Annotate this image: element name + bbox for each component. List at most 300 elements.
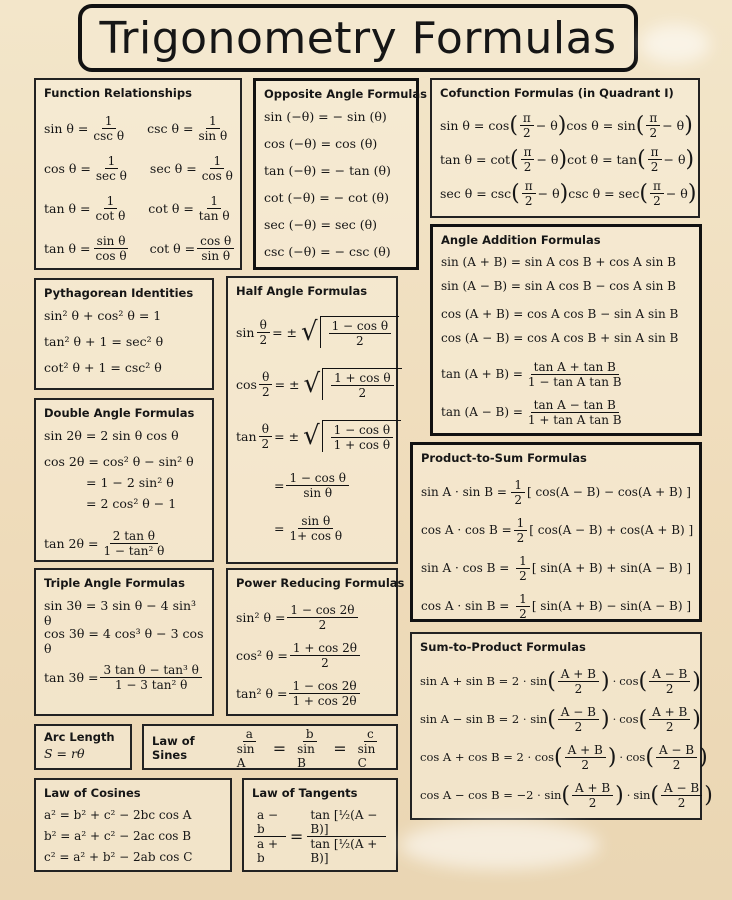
- formula-fraction: [649, 667, 690, 696]
- fraction-numerator: A + B: [558, 667, 599, 682]
- formula-fraction: [92, 194, 128, 223]
- fraction-denominator: 2: [581, 757, 590, 772]
- fraction-denominator: 1 − tan² θ: [103, 543, 165, 558]
- half-angle-row: [236, 306, 388, 358]
- square-root: [320, 316, 399, 348]
- sum-product-row: [420, 700, 701, 738]
- fraction-denominator: 2: [523, 125, 531, 140]
- equals-sign: =: [333, 738, 347, 758]
- sum-to-product-box: [410, 632, 713, 820]
- equals-sign: =: [272, 738, 287, 758]
- dot: ·: [619, 750, 624, 764]
- formula-fraction: [521, 145, 535, 174]
- function-relationships-box: [34, 78, 242, 270]
- fraction-numerator: a: [243, 727, 256, 742]
- formula-line: = 2 cos² θ − 1: [86, 496, 177, 511]
- formula-fraction: [294, 727, 325, 770]
- square-root: [322, 420, 401, 452]
- formula-rhs: [ cos(A − B) + cos(A + B) ]: [529, 523, 694, 537]
- fraction-numerator: A + B: [565, 743, 606, 758]
- sum-product-row: [420, 662, 701, 700]
- formula-lhs: cot θ =: [149, 240, 196, 256]
- formula-fraction: [520, 111, 534, 140]
- box-heading: Product-to-Sum Formulas: [421, 451, 587, 465]
- fraction-denominator: 2: [259, 332, 268, 347]
- half-angle-alt-row: [236, 508, 388, 548]
- fraction-denominator: sin θ: [201, 248, 231, 263]
- formula-lhs: tan (A − B) =: [441, 405, 523, 419]
- fraction-numerator: π: [648, 145, 662, 160]
- fraction-numerator: 1: [104, 194, 118, 209]
- paren-group: [511, 179, 568, 208]
- fraction-numerator: 1: [105, 154, 119, 169]
- half-angle-row: [236, 410, 391, 462]
- right-paren: ): [600, 668, 610, 694]
- formula-lhs: csc θ = sec: [568, 185, 640, 201]
- fraction-numerator: 1: [206, 114, 220, 129]
- box-heading: Angle Addition Formulas: [441, 233, 601, 247]
- function-name: sin: [633, 788, 651, 802]
- power-row: [236, 636, 388, 674]
- fraction-numerator: 1 + cos θ: [331, 371, 393, 386]
- right-paren: ): [685, 146, 695, 172]
- box-heading: Law of Tangents: [252, 786, 358, 800]
- formula-line: sin 3θ = 3 sin θ − 4 sin³ θ: [44, 598, 197, 628]
- arc-length-formula: S = rθ: [44, 746, 85, 761]
- function-name: cos: [619, 712, 639, 726]
- cofunction-box: [430, 78, 700, 218]
- fraction-denominator: 2: [261, 384, 270, 399]
- right-paren: ): [704, 782, 713, 808]
- fraction-denominator: tan θ: [198, 208, 230, 223]
- formula-lhs: tan 2θ =: [44, 535, 99, 551]
- box-heading: Half Angle Formulas: [236, 284, 368, 298]
- box-heading: Cofunction Formulas (in Quadrant I): [440, 86, 674, 100]
- fraction-denominator: 2: [356, 334, 364, 348]
- fraction-denominator: cos θ: [95, 248, 127, 263]
- product-row: [421, 511, 694, 549]
- formula-lhs: sin A + sin B = 2 · sin: [420, 674, 548, 688]
- formula-fraction: [195, 114, 230, 143]
- formula-lhs: cos² θ =: [236, 647, 288, 663]
- sum-product-row: [420, 776, 713, 814]
- paper-smudge: [400, 820, 600, 870]
- fraction-numerator: cos θ: [197, 234, 234, 249]
- fraction-numerator: 1 − cos θ: [286, 471, 348, 486]
- function-name: cos: [626, 750, 646, 764]
- formula-fraction: [100, 663, 201, 692]
- box-heading: Power Reducing Formulas: [236, 576, 405, 590]
- fraction-denominator: a + b: [257, 837, 279, 865]
- box-heading: Sum-to-Product Formulas: [420, 640, 586, 654]
- left-paren: (: [638, 706, 648, 732]
- box-heading: Law of Cosines: [44, 786, 141, 800]
- formula-fraction: [256, 318, 270, 347]
- left-paren: (: [509, 112, 518, 138]
- formula-fraction: [197, 234, 234, 263]
- formula-fraction: [522, 179, 536, 208]
- formula-fraction: [93, 154, 130, 183]
- fraction-numerator: θ: [259, 422, 272, 437]
- angle-addition-box: [430, 224, 702, 436]
- formula-line: tan (−θ) = − tan (θ): [264, 163, 391, 178]
- fraction-denominator: 1 − 3 tan² θ: [114, 677, 188, 692]
- box-heading: Pythagorean Identities: [44, 286, 194, 300]
- formula-lhs: cot θ = tan: [567, 151, 638, 167]
- paper-smudge: [640, 24, 710, 64]
- formula-fraction: [287, 603, 357, 632]
- fraction-denominator: sin A: [236, 741, 255, 770]
- fraction-numerator: 1: [207, 194, 221, 209]
- left-paren: (: [554, 744, 563, 770]
- fraction-denominator: 2: [516, 530, 525, 545]
- formula-fraction: [331, 371, 393, 400]
- formula-lhs: tan θ =: [44, 200, 91, 216]
- equals-sign: =: [274, 477, 285, 493]
- cofunction-row: [440, 176, 697, 210]
- fraction-denominator: cos θ: [201, 168, 233, 183]
- law-of-cosines-box: [34, 778, 232, 872]
- formula-fraction: [511, 478, 525, 507]
- paren-group: [650, 781, 712, 810]
- fraction-numerator: 1: [102, 114, 116, 129]
- formula-lhs: sin θ =: [44, 120, 89, 136]
- formula-lhs: csc θ =: [147, 120, 194, 136]
- formula-tail: − θ: [662, 117, 685, 133]
- paren-group: [509, 111, 566, 140]
- formula-lhs: cos A · sin B =: [421, 599, 510, 613]
- formula-line: cos 2θ = cos² θ − sin² θ: [44, 454, 194, 469]
- formula-fraction: [649, 705, 690, 734]
- fraction-numerator: c: [364, 727, 377, 742]
- fraction-denominator: 2: [523, 159, 532, 174]
- box-heading: Double Angle Formulas: [44, 406, 195, 420]
- right-paren: ): [600, 706, 610, 732]
- formula-line: b² = a² + c² − 2ac cos B: [44, 829, 192, 843]
- paren-group: [547, 667, 609, 696]
- fraction-denominator: 2: [574, 681, 583, 696]
- fraction-denominator: 2: [588, 795, 597, 810]
- paren-group: [639, 667, 701, 696]
- triple-angle-box: [34, 568, 214, 716]
- formula-lhs: sin A − sin B = 2 · sin: [420, 712, 548, 726]
- fraction-numerator: 1 − cos θ: [329, 319, 391, 334]
- page-title: Trigonometry Formulas: [78, 4, 638, 72]
- fraction-numerator: 3 tan θ − tan³ θ: [100, 663, 201, 678]
- formula-line: sin 2θ = 2 sin θ cos θ: [44, 428, 179, 443]
- dot: ·: [612, 674, 617, 688]
- square-root: [322, 368, 401, 400]
- formula-fraction: [661, 781, 702, 810]
- equals-sign: =: [289, 827, 304, 846]
- power-reducing-box: [226, 568, 405, 716]
- fraction-denominator: sin B: [297, 741, 315, 770]
- box-heading: Opposite Angle Formulas: [264, 87, 427, 101]
- fraction-numerator: A − B: [649, 667, 690, 682]
- formula-line: c² = a² + b² − 2ab cos C: [44, 850, 193, 864]
- formula-lhs: cos θ =: [44, 160, 91, 176]
- fraction-denominator: 2: [665, 681, 674, 696]
- function-name: cos: [619, 674, 639, 688]
- formula-rhs: [ sin(A + B) − sin(A − B) ]: [531, 599, 691, 613]
- box-heading: Function Relationships: [44, 86, 192, 100]
- formula-fraction: [331, 423, 393, 452]
- formula-fraction: [525, 398, 625, 427]
- formula-lhs: sin A · sin B =: [421, 485, 507, 499]
- half-angle-row: [236, 358, 391, 410]
- formula-lhs: cos: [236, 376, 257, 392]
- right-paren: ): [699, 744, 708, 770]
- fraction-numerator: π: [521, 145, 535, 160]
- formula-lhs: cos A · cos B =: [421, 523, 512, 537]
- paren-group: [561, 781, 623, 810]
- function-row: [44, 188, 232, 228]
- formula-line: cot (−θ) = − cot (θ): [264, 190, 389, 205]
- formula-line: csc (−θ) = − csc (θ): [264, 244, 391, 259]
- formula-line: tan² θ + 1 = sec² θ: [44, 334, 164, 349]
- fraction-numerator: π: [646, 111, 660, 126]
- pythagorean-box: [34, 278, 214, 390]
- formula-line: cos (A − B) = cos A cos B + sin A sin B: [441, 331, 679, 345]
- formula-fraction: [92, 234, 129, 263]
- function-row: [44, 228, 232, 268]
- fraction-numerator: π: [650, 179, 664, 194]
- power-row: [236, 674, 388, 712]
- left-paren: (: [547, 668, 556, 694]
- paren-group: [636, 111, 693, 140]
- fraction-denominator: 2: [653, 193, 661, 208]
- fraction-denominator: 2: [519, 606, 527, 621]
- fraction-numerator: 1: [210, 154, 224, 169]
- formula-fraction: [199, 154, 236, 183]
- formula-line: cos 3θ = 4 cos³ θ − 3 cos θ: [44, 626, 204, 656]
- paren-group: [639, 179, 696, 208]
- radical-sign: √: [303, 369, 321, 399]
- right-paren: ): [559, 180, 569, 206]
- formula-rhs: [ sin(A + B) + sin(A − B) ]: [531, 561, 691, 575]
- sum-product-row: [420, 738, 708, 776]
- fraction-denominator: 2: [358, 386, 367, 400]
- formula-tail: − θ: [665, 185, 688, 201]
- equals-sign: =: [274, 520, 285, 536]
- fraction-numerator: sin θ: [298, 514, 333, 529]
- formula-line: cot² θ + 1 = csc² θ: [44, 360, 162, 375]
- fraction-denominator: 1+ cos θ: [289, 528, 343, 543]
- fraction-numerator: θ: [257, 318, 270, 333]
- formula-fraction: [90, 114, 127, 143]
- formula-fraction: [259, 422, 273, 451]
- fraction-numerator: A + B: [572, 781, 613, 796]
- fraction-numerator: tan A + tan B: [531, 360, 619, 375]
- fraction-denominator: 2: [574, 719, 583, 734]
- formula-lhs: sin A · cos B =: [421, 561, 510, 575]
- fraction-numerator: 1 − cos θ: [331, 423, 393, 438]
- fraction-numerator: 2 tan θ: [110, 529, 158, 544]
- left-paren: (: [561, 782, 570, 808]
- double-angle-box: [34, 398, 214, 562]
- formula-lhs: tan² θ =: [236, 685, 288, 701]
- product-row: [421, 473, 691, 511]
- fraction-numerator: A − B: [656, 743, 697, 758]
- formula-fraction: [656, 743, 697, 772]
- fraction-denominator: 2: [261, 436, 270, 451]
- tan-double-row: [44, 523, 204, 563]
- formula-fraction: [196, 194, 233, 223]
- left-paren: (: [547, 706, 556, 732]
- formula-line: = 1 − 2 sin² θ: [86, 475, 174, 490]
- right-paren: ): [684, 112, 693, 138]
- fraction-numerator: a − b: [254, 808, 286, 837]
- fraction-denominator: 2: [650, 159, 659, 174]
- function-row: [44, 108, 232, 148]
- fraction-numerator: A − B: [661, 781, 702, 796]
- radical-sign: √: [303, 421, 320, 451]
- tan-sum-row: [441, 355, 691, 393]
- fraction-numerator: 1: [511, 478, 525, 493]
- left-paren: (: [650, 782, 660, 808]
- tan-triple-row: [44, 654, 204, 700]
- fraction-denominator: 2: [321, 655, 329, 670]
- law-of-tangents-box: [242, 778, 398, 872]
- fraction-denominator: sin θ: [303, 485, 333, 500]
- cofunction-row: [440, 108, 693, 142]
- law-of-sines-box: [142, 724, 398, 770]
- formula-lhs: cos A − cos B = −2 · sin: [420, 788, 562, 802]
- formula-lhs: cot θ =: [148, 200, 194, 216]
- formula-lhs: tan 3θ =: [44, 669, 99, 685]
- fraction-denominator: 1 + cos θ: [333, 438, 391, 452]
- fraction-denominator: 1 − tan A tan B: [527, 374, 622, 389]
- plus-minus: = ±: [272, 324, 298, 340]
- formula-lhs: tan (A + B) =: [441, 367, 523, 381]
- fraction-denominator: sin θ: [198, 128, 228, 143]
- formula-tail: − θ: [663, 151, 686, 167]
- product-to-sum-box: [410, 442, 702, 622]
- formula-fraction: [565, 743, 606, 772]
- plus-minus: = ±: [274, 428, 300, 444]
- fraction-numerator: A + B: [649, 705, 690, 720]
- formula-fraction: [289, 679, 359, 708]
- formula-fraction: [286, 514, 345, 543]
- formula-fraction: [254, 808, 286, 865]
- fraction-denominator: 2: [514, 492, 523, 507]
- formula-fraction: [259, 370, 273, 399]
- cofunction-row: [440, 142, 695, 176]
- formula-fraction: [307, 808, 386, 865]
- formula-fraction: [516, 554, 530, 583]
- formula-line: sin (A + B) = sin A cos B + cos A sin B: [441, 255, 676, 269]
- fraction-denominator: 2: [519, 568, 527, 583]
- half-angle-alt-row: [236, 462, 388, 508]
- left-paren: (: [511, 180, 520, 206]
- formula-rhs: [ cos(A − B) − cos(A + B) ]: [527, 485, 691, 499]
- fraction-numerator: 1 + cos 2θ: [290, 641, 360, 656]
- formula-lhs: sin θ = cos: [440, 117, 510, 133]
- formula-line: sin (−θ) = − sin (θ): [264, 109, 387, 124]
- plus-minus: = ±: [274, 376, 300, 392]
- fraction-numerator: 1: [516, 554, 530, 569]
- formula-lhs: tan θ =: [44, 240, 91, 256]
- paren-group: [645, 743, 707, 772]
- left-paren: (: [510, 146, 519, 172]
- formula-fraction: [100, 529, 167, 558]
- fraction-denominator: tan [½(A + B)]: [310, 837, 378, 865]
- fraction-denominator: sin C: [357, 741, 376, 770]
- left-paren: (: [639, 180, 648, 206]
- fraction-numerator: π: [522, 179, 536, 194]
- formula-tail: − θ: [535, 117, 558, 133]
- formula-line: sin (A − B) = sin A cos B − cos A sin B: [441, 279, 676, 293]
- fraction-denominator: sec θ: [95, 168, 127, 183]
- function-row: [44, 148, 232, 188]
- formula-tail: − θ: [537, 185, 560, 201]
- formula-line: sin² θ + cos² θ = 1: [44, 308, 162, 323]
- half-angle-box: [226, 276, 398, 564]
- formula-lhs: sin: [236, 324, 255, 340]
- right-paren: ): [692, 668, 701, 694]
- paren-group: [637, 145, 694, 174]
- formula-fraction: [234, 727, 265, 770]
- fraction-denominator: csc θ: [93, 128, 125, 143]
- right-paren: ): [558, 146, 568, 172]
- opposite-angle-box: [253, 78, 427, 270]
- fraction-numerator: 1: [516, 592, 530, 607]
- fraction-denominator: 1 + cos 2θ: [292, 693, 357, 708]
- fraction-denominator: 1 + tan A tan B: [527, 412, 622, 427]
- dot: ·: [626, 788, 631, 802]
- left-paren: (: [635, 112, 645, 138]
- formula-line: cos (−θ) = cos (θ): [264, 136, 378, 151]
- fraction-denominator: 2: [677, 795, 686, 810]
- formula-fraction: [286, 471, 348, 500]
- formula-fraction: [646, 111, 660, 140]
- paren-group: [639, 705, 701, 734]
- paren-group: [510, 145, 567, 174]
- fraction-numerator: tan [½(A − B)]: [307, 808, 386, 837]
- tan-diff-row: [441, 393, 691, 431]
- fraction-numerator: tan A − tan B: [531, 398, 619, 413]
- formula-fraction: [329, 319, 391, 348]
- formula-tail: − θ: [536, 151, 559, 167]
- formula-fraction: [648, 145, 662, 174]
- fraction-denominator: 2: [318, 617, 327, 632]
- formula-fraction: [650, 179, 664, 208]
- box-heading: Arc Length: [44, 730, 115, 744]
- formula-line: a² = b² + c² − 2bc cos A: [44, 808, 192, 822]
- formula-line: sec (−θ) = sec (θ): [264, 217, 378, 232]
- formula-lhs: sin² θ =: [236, 609, 286, 625]
- fraction-numerator: 1 − cos 2θ: [289, 679, 359, 694]
- fraction-numerator: 1 − cos 2θ: [287, 603, 357, 618]
- formula-lhs: sec θ = csc: [440, 185, 512, 201]
- right-paren: ): [557, 112, 567, 138]
- dot: ·: [612, 712, 617, 726]
- fraction-numerator: sin θ: [94, 234, 129, 249]
- right-paren: ): [607, 744, 617, 770]
- radical-sign: √: [301, 317, 318, 347]
- left-paren: (: [645, 744, 654, 770]
- formula-fraction: [572, 781, 613, 810]
- formula-fraction: [514, 516, 528, 545]
- left-paren: (: [637, 146, 646, 172]
- right-paren: ): [615, 782, 624, 808]
- formula-line: cos (A + B) = cos A cos B − sin A sin B: [441, 307, 679, 321]
- formula-lhs: tan: [236, 428, 257, 444]
- left-paren: (: [638, 668, 648, 694]
- formula-fraction: [290, 641, 360, 670]
- fraction-denominator: 2: [649, 125, 658, 140]
- fraction-denominator: 2: [524, 193, 533, 208]
